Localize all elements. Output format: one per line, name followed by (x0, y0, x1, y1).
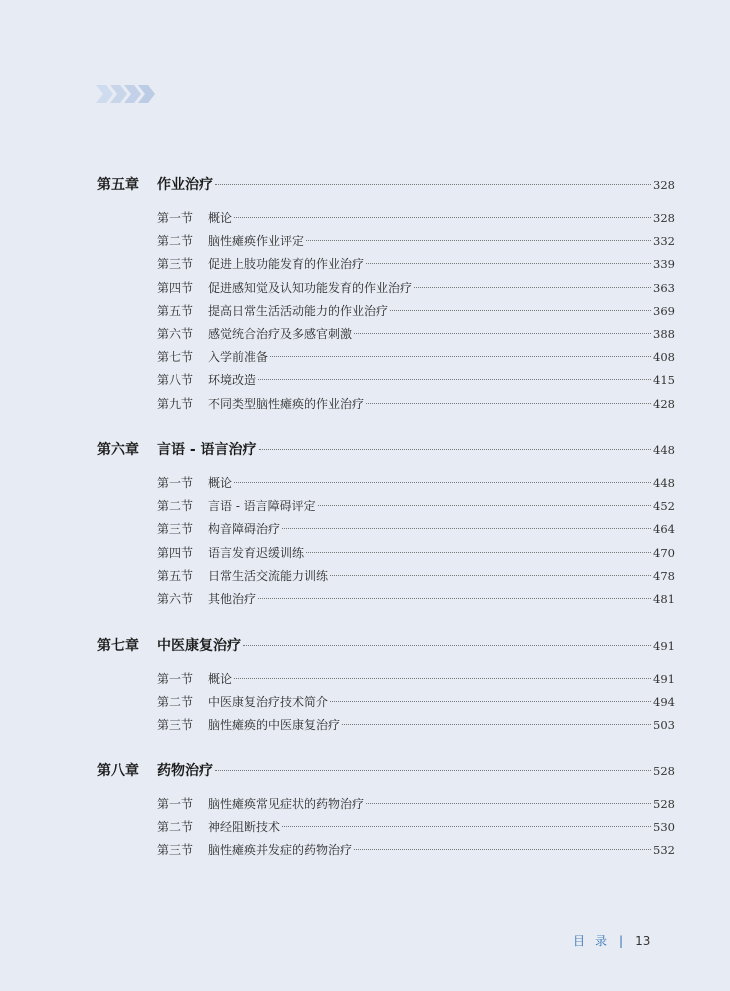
section-number: 第三节 (157, 718, 194, 733)
section-number: 第二节 (157, 234, 194, 249)
chapter-title: 药物治疗 (157, 763, 213, 779)
leader-dots (282, 826, 651, 827)
leader-dots (270, 356, 651, 357)
chapter-page: 528 (653, 764, 675, 778)
section-number: 第二节 (157, 499, 194, 514)
chapter-row (97, 635, 675, 655)
chapter-title: 言语 - 语言治疗 (157, 442, 257, 458)
leader-dots (414, 287, 651, 288)
section-row (97, 279, 675, 296)
section-number: 第三节 (157, 522, 194, 537)
section-number: 第三节 (157, 257, 194, 272)
section-number: 第六节 (157, 327, 194, 341)
section-page: 491 (653, 672, 675, 686)
leader-dots (366, 263, 651, 264)
section-title: 提高日常生活活动能力的作业治疗 (208, 303, 389, 318)
section-page: 452 (653, 499, 675, 514)
section-title: 脑性瘫痪常见症状的药物治疗 (208, 797, 365, 811)
leader-dots (234, 482, 651, 483)
section-row (97, 818, 675, 835)
chapter-number: 第五章 (97, 177, 139, 193)
section-number: 第一节 (157, 672, 194, 686)
section-row (97, 841, 675, 858)
section-row (97, 716, 675, 733)
section-number: 第三节 (157, 843, 194, 858)
page-footer (573, 932, 650, 949)
leader-dots (282, 528, 651, 529)
chapter-title: 作业治疗 (157, 177, 213, 193)
section-row (97, 795, 675, 812)
chapter-number: 第八章 (97, 763, 139, 779)
chapter-page: 328 (653, 178, 675, 192)
section-page: 339 (653, 257, 675, 272)
leader-dots (366, 803, 651, 804)
section-title: 脑性瘫痪并发症的药物治疗 (208, 843, 353, 858)
section-title: 入学前准备 (208, 350, 269, 365)
leader-dots (306, 552, 651, 553)
section-title: 促进上肢功能发育的作业治疗 (208, 257, 365, 272)
section-title: 神经阻断技术 (208, 820, 281, 835)
chapter-row (97, 760, 675, 780)
leader-dots (215, 770, 651, 771)
section-page: 428 (653, 396, 675, 411)
section-page: 470 (653, 545, 675, 560)
chapter-number: 第六章 (97, 442, 139, 458)
page-number: 13 (635, 933, 651, 948)
section-row (97, 325, 675, 342)
section-number: 第四节 (157, 545, 194, 560)
section-number: 第八节 (157, 373, 194, 388)
section-page: 532 (653, 843, 675, 858)
section-row (97, 567, 675, 584)
section-number: 第一节 (157, 211, 194, 225)
section-title: 概论 (208, 672, 233, 686)
section-number: 第六节 (157, 592, 194, 606)
section-title: 语言发育迟缓训练 (208, 545, 305, 560)
leader-dots (366, 403, 651, 404)
section-row (97, 544, 675, 561)
section-page: 388 (653, 327, 675, 341)
section-title: 其他治疗 (208, 592, 257, 606)
leader-dots (243, 645, 651, 646)
section-page: 528 (653, 797, 675, 811)
section-page: 332 (653, 234, 675, 249)
section-page: 464 (653, 522, 675, 537)
leader-dots (259, 449, 651, 450)
section-row (97, 209, 675, 226)
chapter-page: 448 (653, 443, 675, 457)
section-number: 第一节 (157, 476, 194, 490)
leader-dots (318, 505, 651, 506)
chapter-row (97, 439, 675, 459)
section-title: 脑性瘫痪作业评定 (208, 234, 305, 249)
section-number: 第四节 (157, 280, 194, 295)
section-title: 促进感知觉及认知功能发育的作业治疗 (208, 280, 413, 295)
section-title: 环境改造 (208, 373, 257, 388)
section-page: 448 (653, 476, 675, 490)
section-title: 概论 (208, 211, 233, 225)
section-title: 概论 (208, 476, 233, 490)
leader-dots (258, 379, 651, 380)
section-title: 脑性瘫痪的中医康复治疗 (208, 718, 341, 733)
section-number: 第七节 (157, 350, 194, 365)
section-title: 日常生活交流能力训练 (208, 568, 329, 583)
section-row (97, 395, 675, 412)
leader-dots (306, 240, 651, 241)
chevron-arrows-icon (96, 84, 166, 104)
chapter-page: 491 (653, 639, 675, 653)
chapter-row (97, 174, 675, 194)
footer-separator: | (619, 933, 624, 948)
section-page: 415 (653, 373, 675, 388)
footer-label: 目录 (573, 934, 618, 948)
section-title: 感觉统合治疗及多感官刺激 (208, 327, 353, 341)
section-row (97, 255, 675, 272)
section-number: 第九节 (157, 396, 194, 411)
section-row (97, 693, 675, 710)
leader-dots (390, 310, 651, 311)
section-row (97, 670, 675, 687)
leader-dots (234, 678, 651, 679)
leader-dots (342, 724, 651, 725)
section-page: 481 (653, 592, 675, 606)
section-row (97, 590, 675, 607)
section-page: 503 (653, 718, 675, 733)
section-row (97, 348, 675, 365)
section-title: 言语 - 语言障碍评定 (208, 499, 316, 514)
leader-dots (330, 701, 651, 702)
section-page: 494 (653, 695, 675, 710)
chapter-number: 第七章 (97, 638, 139, 654)
section-page: 478 (653, 568, 675, 583)
section-page: 328 (653, 211, 675, 225)
section-number: 第五节 (157, 568, 194, 583)
section-title: 中医康复治疗技术简介 (208, 695, 329, 710)
leader-dots (258, 598, 651, 599)
section-row (97, 474, 675, 491)
section-title: 不同类型脑性瘫痪的作业治疗 (208, 396, 365, 411)
section-page: 408 (653, 350, 675, 365)
section-page: 369 (653, 303, 675, 318)
section-row (97, 232, 675, 249)
section-number: 第二节 (157, 820, 194, 835)
section-page: 530 (653, 820, 675, 835)
section-number: 第二节 (157, 695, 194, 710)
section-row (97, 497, 675, 514)
section-number: 第一节 (157, 797, 194, 811)
leader-dots (215, 184, 651, 185)
leader-dots (234, 217, 651, 218)
section-title: 构音障碍治疗 (208, 522, 281, 537)
section-row (97, 371, 675, 388)
section-number: 第五节 (157, 303, 194, 318)
leader-dots (354, 849, 651, 850)
leader-dots (354, 333, 651, 334)
chapter-title: 中医康复治疗 (157, 638, 241, 654)
leader-dots (330, 575, 651, 576)
section-row (97, 520, 675, 537)
section-row (97, 302, 675, 319)
section-page: 363 (653, 280, 675, 295)
